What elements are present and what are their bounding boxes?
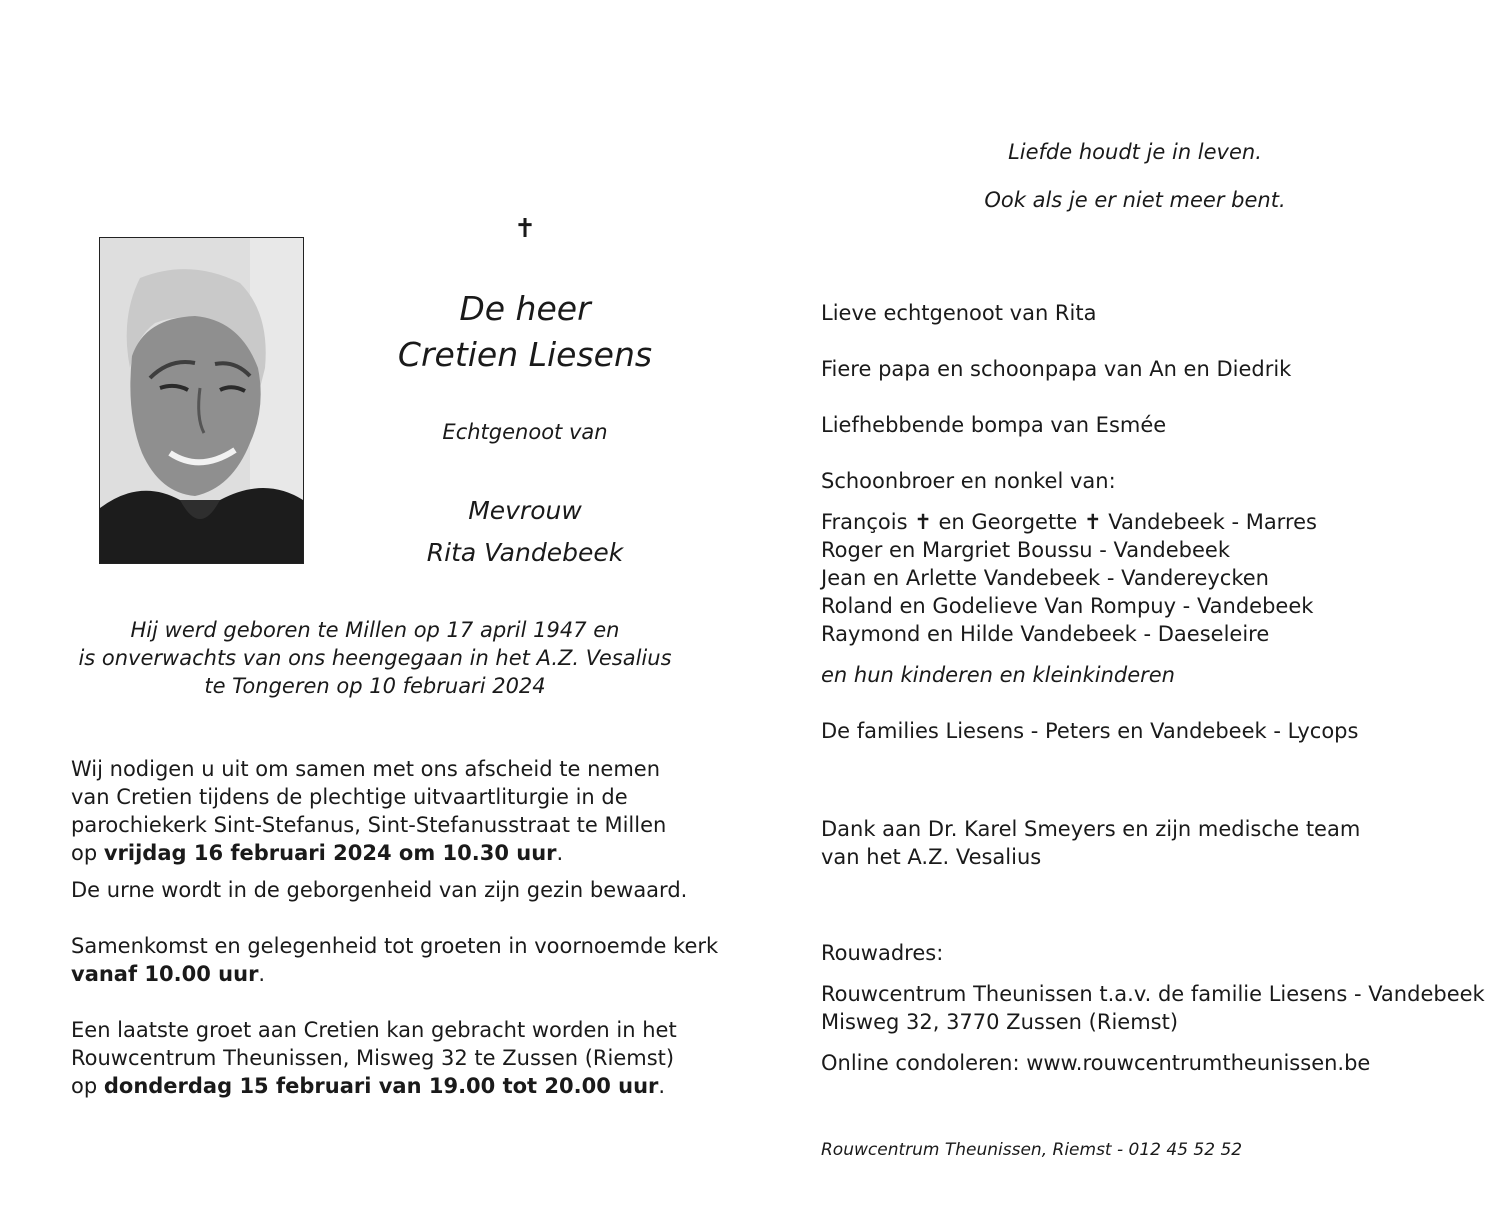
- funeral-info: [71, 755, 751, 1100]
- children-line: Fiere papa en schoonpapa van An en Diedrik: [821, 357, 1292, 381]
- funeral-line: van Cretien tijdens de plechtige uitvaartliturgie in de: [71, 785, 628, 809]
- quote-line: Ook als je er niet meer bent.: [984, 188, 1286, 212]
- online-condolences: Online condoleren: www.rouwcentrumtheunissen.be: [821, 1051, 1371, 1075]
- in-law-list: [821, 508, 1501, 648]
- last-greeting-prefix: op: [71, 1074, 104, 1098]
- gathering-text: [71, 932, 751, 988]
- footer-funeral-home: Rouwcentrum Theunissen, Riemst - 012 45 52 52: [821, 1140, 1243, 1160]
- address-line: Rouwcentrum Theunissen t.a.v. de familie Liesens - Vandebeek: [821, 982, 1485, 1006]
- grandchild-line: Liefhebbende bompa van Esmée: [821, 413, 1167, 437]
- funeral-invitation: [71, 755, 751, 867]
- funeral-line-prefix: op: [71, 841, 104, 865]
- deceased-name-block: [352, 286, 698, 378]
- birth-death-line: is onverwachts van ons heengegaan in het A.Z. Vesalius: [78, 646, 672, 670]
- last-greeting-suffix: .: [658, 1074, 666, 1098]
- birth-death-line: te Tongeren op 10 februari 2024: [204, 674, 546, 698]
- portrait-illustration: [100, 238, 303, 563]
- funeral-line-suffix: .: [556, 841, 564, 865]
- birth-death-line: Hij werd geboren te Millen op 17 april 1947 en: [130, 618, 620, 642]
- families-line: De families Liesens - Peters en Vandebeek - Lycops: [821, 719, 1359, 743]
- cross-icon: ✝: [514, 214, 536, 244]
- in-law-item: Roger en Margriet Boussu - Vandebeek: [821, 538, 1231, 562]
- thanks-text: [821, 815, 1501, 871]
- descendants-line: en hun kinderen en kleinkinderen: [821, 663, 1175, 687]
- portrait-photo: [99, 237, 304, 564]
- thanks-line: van het A.Z. Vesalius: [821, 845, 1042, 869]
- address-text: [821, 980, 1501, 1036]
- gathering-line: Samenkomst en gelegenheid tot groeten in voornoemde kerk: [71, 934, 719, 958]
- urn-text: De urne wordt in de geborgenheid van zijn gezin bewaard.: [71, 878, 688, 902]
- last-greeting-time: donderdag 15 februari van 19.00 tot 20.00 uur: [103, 1074, 659, 1098]
- address-line: Misweg 32, 3770 Zussen (Riemst): [821, 1010, 1179, 1034]
- last-greeting-line: Rouwcentrum Theunissen, Misweg 32 te Zussen (Riemst): [71, 1046, 675, 1070]
- spouse-line: Lieve echtgenoot van Rita: [821, 301, 1097, 325]
- memorial-quote: [900, 128, 1370, 224]
- last-greeting-line: Een laatste groet aan Cretien kan gebracht worden in het: [71, 1018, 677, 1042]
- in-law-item: Jean en Arlette Vandebeek - Vandereycken: [821, 566, 1269, 590]
- address-header: Rouwadres:: [821, 941, 944, 965]
- in-law-item: François ✝ en Georgette ✝ Vandebeek - Marres: [821, 510, 1317, 534]
- funeral-line: Wij nodigen u uit om samen met ons afscheid te nemen: [71, 757, 661, 781]
- thanks-line: Dank aan Dr. Karel Smeyers en zijn medische team: [821, 817, 1361, 841]
- birth-death-text: [40, 616, 710, 700]
- last-greeting-text: [71, 1016, 751, 1100]
- gathering-time: vanaf 10.00 uur: [71, 962, 259, 986]
- in-law-header: Schoonbroer en nonkel van:: [821, 469, 1116, 493]
- spouse-name: Rita Vandebeek: [426, 538, 624, 567]
- in-law-item: Roland en Godelieve Van Rompuy - Vandebeek: [821, 594, 1314, 618]
- deceased-name: Cretien Liesens: [397, 335, 653, 374]
- deceased-title: De heer: [459, 289, 591, 328]
- funeral-date: vrijdag 16 februari 2024 om 10.30 uur: [103, 841, 557, 865]
- in-law-item: Raymond en Hilde Vandebeek - Daeseleire: [821, 622, 1270, 646]
- spouse-relation: Echtgenoot van: [442, 420, 608, 444]
- quote-line: Liefde houdt je in leven.: [1008, 140, 1262, 164]
- spouse-title: Mevrouw: [468, 496, 582, 525]
- spouse-name-block: [352, 490, 698, 574]
- funeral-line: parochiekerk Sint-Stefanus, Sint-Stefanusstraat te Millen: [71, 813, 667, 837]
- family-section: [821, 299, 1501, 1077]
- gathering-suffix: .: [258, 962, 266, 986]
